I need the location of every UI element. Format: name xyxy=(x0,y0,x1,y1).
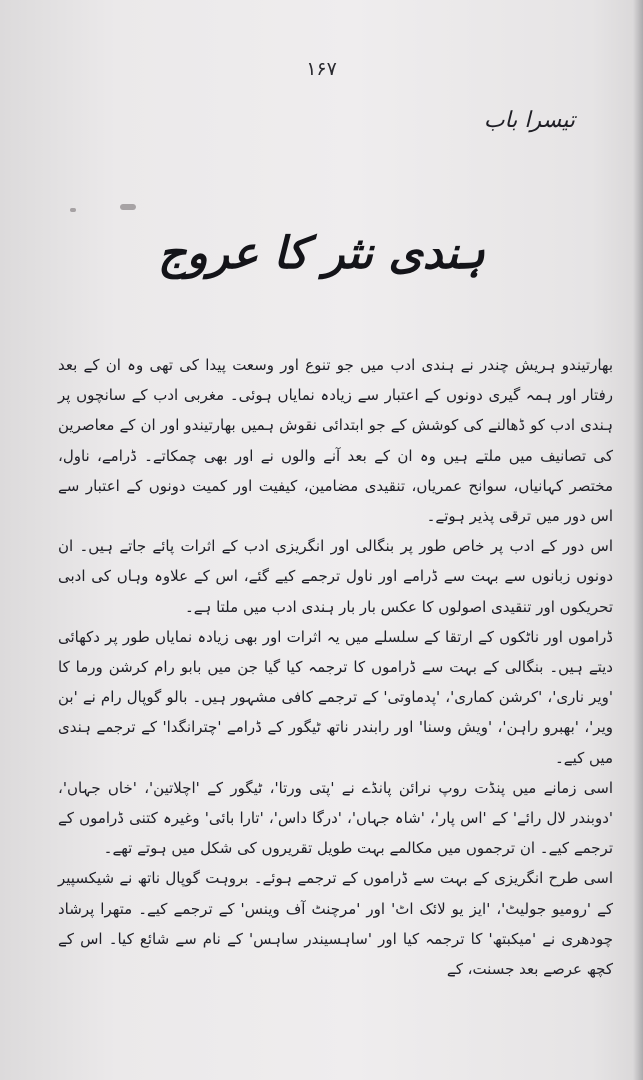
paragraph-2: اس دور کے ادب پر خاص طور پر بنگالی اور انگریزی ادب کے اثرات پائے جاتے ہیں۔ ان دونوں زبانوں سے بہت سے ڈرامے اور ناول ترجمے کیے گئے، اس کے علاوہ وہاں کی ادبی تحریکوں اور تنقیدی اصولوں کا عکس بار بار ہندی ادب میں ملتا ہے۔ xyxy=(58,537,613,616)
paragraph-5: اسی طرح انگریزی کے بہت سے ڈراموں کے ترجمے ہوئے۔ بروہت گوپال ناتھ نے شیکسپیر کے 'رومیو جولیٹ'، 'ایز یو لائک اٹ' اور 'مرچنٹ آف وینس' کے ترجمے کیے۔ متھرا پرشاد چودھری نے 'میکبتھ' کا ترجمہ کیا اور 'ساہسیندر ساہس' کے نام سے شائع کیا۔ اس کے کچھ عرصے بعد جسنت، کے xyxy=(58,869,613,979)
page-number: ۱۶۷ xyxy=(306,58,337,80)
chapter-label: تیسرا باب xyxy=(483,108,575,133)
page-edge-shadow xyxy=(633,0,643,1080)
ink-smudge xyxy=(120,204,136,210)
paragraph-3: ڈراموں اور ناٹکوں کے ارتقا کے سلسلے میں یہ اثرات اور بھی زیادہ نمایاں طور پر دکھائی دیتے ہیں۔ بنگالی کے بہت سے ڈراموں کا ترجمہ کیا گیا جن میں بابو رام کرشن ورما کا 'ویر ناری'، 'کرشن کماری'، 'پدماوتی' کے ترجمے کافی مشہور ہیں۔ بالو گوپال رام نے 'بن ویر'، 'بھبرو راہن'، 'ویش وسنا' اور رابندر ناتھ ٹیگور کے ڈرامے 'چترانگدا' کے ترجمے ہندی میں کیے۔ xyxy=(58,627,613,767)
paragraph-4: اسی زمانے میں پنڈت روپ نرائن پانڈے نے 'پتی ورتا'، ٹیگور کے 'اچلاتین'، 'خاں جہاں'، 'دوبندر لال رائے' کے 'اس پار'، 'شاہ جہاں'، 'درگا داس'، 'تارا بائی' وغیرہ کتنی ڈراموں کے ترجمے کیے۔ ان ترجموں میں مکالمے بہت طویل تقریروں کی شکل میں ہوتے تھے۔ xyxy=(58,778,613,858)
paragraph-1: بھارتیندو ہریش چندر نے ہندی ادب میں جو تنوع اور وسعت پیدا کی تھی وہ ان کے بعد رفتار اور ہمہ گیری دونوں کے اعتبار سے زیادہ نمایاں ہوئی۔ مغربی ادب کے سانچوں پر ہندی ادب کو ڈھالنے کی کوشش کے جو ابتدائی نقوش ہمیں بھارتیندو اور ان کے معاصرین کی تصانیف میں ملتے ہیں وہ ان کے بعد آنے والوں نے اور بھی چمکاتے۔ ڈرامے، ناول، مختصر کہانیاں، سوانح عمریاں، تنقیدی مضامین، کیفیت اور کمیت دونوں کے اعتبار سے اس دور میں ترقی پذیر ہوتے۔ xyxy=(58,356,613,526)
chapter-title: ہندی نثر کا عروج xyxy=(158,228,485,279)
ink-dot xyxy=(70,208,76,212)
body-text xyxy=(58,350,613,984)
